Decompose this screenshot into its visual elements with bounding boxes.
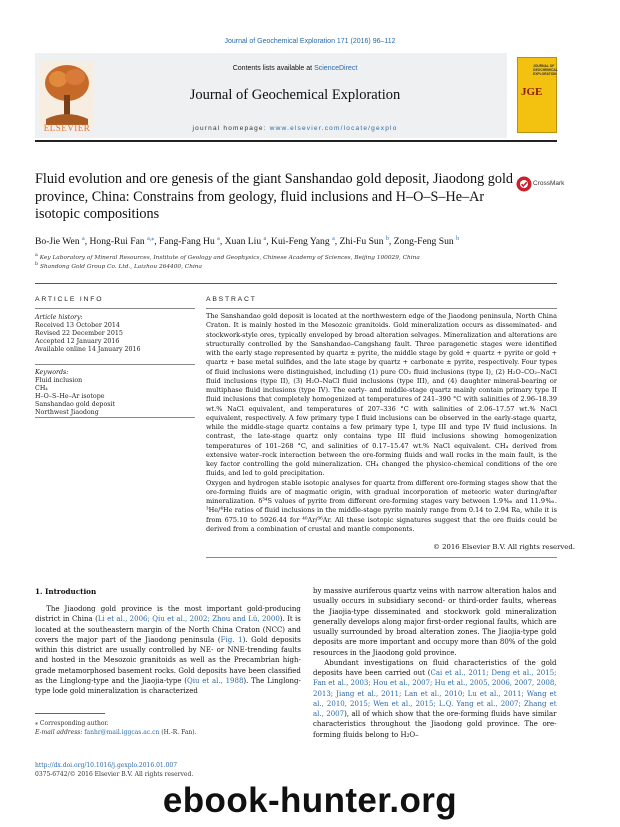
affiliation-a bbox=[35, 253, 420, 261]
issn-line: 0375-6742/© 2016 Elsevier B.V. All rights reserved. bbox=[35, 771, 194, 778]
article-info-heading: ARTICLE INFO bbox=[35, 296, 104, 303]
body-text: ). It is located at the southeastern margin of the North China Craton (NCC) and covers the major part of the Jiaodong peninsula ( bbox=[35, 614, 301, 644]
abstract-paragraph: The Sanshandao gold deposit is located at the northwestern edge of the Jiaodong peninsula, North China Craton. It is mainly hosted in the Mesozoic granitoids. Gold mineralization occurs as disseminated- and stockwork-style ores, typically enveloped by broad alteration selvages. Mineralization and alterations are structurally controlled by the Sanshandao–Cangshang fault. Three paragenetic stages were identified with the early stage represented by quartz ± pyrite, the middle stage by gold + quartz + pyrite or gold + quartz + base metal sulfides, and the late stage by quartz + carbonate ± pyrite, respectively. Four types of fluid inclusions were distinguished, including (1) pure CO₂ fluid inclusions (type I), (2) H₂O–CO₂–NaCl fluid inclusions (type II), (3) H₂O–NaCl fluid inclusions (type III), and (4) daughter mineral-bearing or multiphase fluid inclusions (type IV). The early- and middle-stage quartz mainly contain primary type II fluid inclusions that completely homogenized at temperatures of 241–390 °C with salinities of 2.96–18.39 wt.% NaCl equivalent, and temperatures of 207–336 °C with salinities of 2.06–17.57 wt.% NaCl equivalent, respectively. A few primary type I fluid inclusions can be observed in the early-stage quartz, while the middle-stage quartz contains a few primary type I, type III and type IV fluid inclusions. In contrast, the late-stage quartz only contains type III fluid inclusions showing homogenization temperatures of 101–268 °C, and salinities of 0.17–15.47 wt.% NaCl equivalent. CH₄ derived from extensive water–rock interaction between the ore-forming fluids and wall rocks in the main fault, is the key factor controlling the gold mineralization. CH₄ changed the physico-chemical conditions of the ore fluids, and led to gold precipitation. bbox=[206, 312, 557, 478]
author-name: Fang-Fang Hu bbox=[159, 236, 215, 248]
history-accepted: Accepted 12 January 2016 bbox=[35, 338, 120, 346]
abstract-body bbox=[206, 312, 557, 534]
section-heading-introduction: 1. Introduction bbox=[35, 587, 97, 596]
sciencedirect-link[interactable]: ScienceDirect bbox=[314, 65, 358, 72]
intro-right-column bbox=[313, 586, 557, 740]
affiliation-label: a bbox=[35, 253, 38, 258]
abstract-paragraph: Oxygen and hydrogen stable isotopic analyses for quartz from different ore-forming stages show that the ore-forming fluids are of magmatic origin, with gradual incorporation of meteoric water during/after mineralization. δ³⁴S values of pyrite from different ore-forming stages vary between 1.9‰ and 11.9‰. ³He/⁴He ratios of fluid inclusions in the middle-stage pyrite mainly range from 0.14 to 2.94 Ra, while it is from 675.10 to 5926.44 for ⁴⁰Ar/³⁶Ar. All these isotopic signatures suggest that the ore fluids could be derived from a combination of crustal and mantle components. bbox=[206, 478, 557, 533]
author-affiliation-mark[interactable]: a bbox=[82, 236, 85, 242]
history-revised: Revised 22 December 2015 bbox=[35, 330, 123, 338]
body-text: ). The Linglong-type lode gold mineralization is characterized bbox=[35, 675, 301, 695]
citation-link[interactable]: Li et al., 2006; Qiu et al., 2002; Zhou and Lü, 2000 bbox=[97, 614, 280, 624]
intro-paragraph: by massive auriferous quartz veins with narrow alteration halos and usually occurs in subsidiary second- or third-order faults, whereas the Jiaojia-type disseminated and stockwork gold mineralization generally develops along major first-order regional faults, which are usually surrounded by broad alteration zones. The Jiaojia-type gold deposits are more important and occupy more than 80% of the gold resources in the Jiaodong gold province. bbox=[313, 586, 557, 657]
author-name: Xuan Liu bbox=[224, 236, 262, 248]
keyword: Northwest Jiaodong bbox=[35, 409, 99, 417]
homepage-prefix: journal homepage: bbox=[192, 125, 267, 132]
keyword: Fluid inclusion bbox=[35, 377, 83, 385]
article-info-divider bbox=[35, 364, 195, 365]
affiliation-text: Shandong Gold Group Co. Ltd., Laizhou 264400, China bbox=[39, 263, 202, 270]
history-label: Article history: bbox=[35, 314, 83, 321]
keywords bbox=[35, 369, 195, 418]
cover-abbrev: JGE bbox=[521, 86, 543, 98]
article-info-rule bbox=[35, 308, 195, 309]
body-text: ), all of which show that the ore-forming fluids have similar characteristics throughout the Jiaodong gold province. The ore-forming fluids belong to H₂O– bbox=[313, 709, 557, 739]
email-link[interactable]: fanhr@mail.iggcas.ac.cn bbox=[84, 729, 160, 736]
footnote-rule bbox=[35, 713, 105, 714]
contents-prefix: Contents lists available at bbox=[232, 65, 313, 72]
article-info-bottom-rule bbox=[35, 417, 195, 418]
corresponding-author-note: ⁎ Corresponding author. bbox=[35, 720, 109, 727]
keywords-label: Keywords: bbox=[35, 369, 69, 376]
elsevier-tree-logo bbox=[40, 58, 94, 130]
author-affiliation-mark[interactable]: b bbox=[456, 236, 460, 242]
crossmark-icon[interactable] bbox=[516, 176, 532, 192]
affiliation-label: b bbox=[35, 262, 39, 267]
affiliation-b bbox=[35, 262, 202, 270]
intro-left-column bbox=[35, 604, 301, 696]
email-note bbox=[35, 729, 197, 736]
author-affiliation-mark[interactable]: a bbox=[217, 236, 220, 242]
author-name: Bo-Jie Wen bbox=[35, 236, 80, 248]
journal-homepage bbox=[110, 125, 480, 132]
author-list: Bo-Jie Wen $^a$, Hong-Rui Fan $^{a,⁎}$, Fang-Fang Hu $^a$, Xuan Liu $^a$, Kui-Feng Yang $^a$, Zhi-Fu Sun $^b$, Zong-Feng Sun $^b$ bbox=[35, 236, 460, 248]
abstract-bottom-rule bbox=[206, 557, 557, 558]
history-online: Available online 14 January 2016 bbox=[35, 346, 141, 354]
watermark: ebook-hunter.org bbox=[162, 781, 458, 820]
elsevier-wordmark: ELSEVIER bbox=[43, 123, 91, 133]
email-label: E-mail address: bbox=[35, 729, 83, 736]
section-rule bbox=[35, 283, 557, 284]
author-name: Zong-Feng Sun bbox=[393, 236, 454, 248]
citation-link[interactable]: Qiu et al., 1988 bbox=[186, 675, 244, 685]
citation-link[interactable]: Cai et al., 2011; Deng et al., 2015; Fan et al., 2003; Hou et al., 2007; Hu et al., 2005, 2006, 2007, 2008, 2013; Jiang et al., 2011; Lan et al., 2010; Lu et al., 2011; Wang et al., 2010, 2015; Wen et al., 2015; L.Q. Yang et al., 2007; Zhang et al., 2007 bbox=[313, 668, 557, 718]
author-name: Hong-Rui Fan bbox=[89, 236, 145, 248]
author-name: Zhi-Fu Sun bbox=[339, 236, 384, 248]
crossmark-label[interactable]: CrossMark bbox=[533, 180, 565, 187]
body-text: Abundant investigations on fluid characteristics of the gold deposits have been carried out ( bbox=[313, 657, 557, 677]
abstract-heading: ABSTRACT bbox=[206, 296, 257, 303]
affiliation-text: Key Laboratory of Mineral Resources, Institute of Geology and Geophysics, Chinese Academy of Sciences, Beijing 100029, China bbox=[39, 254, 420, 261]
author-affiliation-mark[interactable]: a,⁎ bbox=[147, 236, 155, 242]
copyright-notice: © 2016 Elsevier B.V. All rights reserved. bbox=[433, 543, 575, 551]
header-rule bbox=[35, 140, 557, 142]
author-affiliation-mark[interactable]: a bbox=[263, 236, 267, 242]
intro-paragraph bbox=[313, 658, 557, 740]
citation-link[interactable]: Fig. 1 bbox=[220, 634, 243, 644]
running-header: Journal of Geochemical Exploration 171 (2016) 96–112 bbox=[224, 38, 396, 45]
body-text: ). Gold deposits within this district are usually controlled by NE- or NNE-trending faults and hosted in the Mesozoic granitoids as well as the Precambrian high-grade metamorphosed basement rocks. Gold deposits have been classified as the Linglong-type and the Jiaojia-type ( bbox=[35, 634, 301, 685]
body-text: The Jiaodong gold province is the most important gold-producing district in China ( bbox=[35, 604, 301, 624]
cover-title: JOURNAL OF GEOCHEMICAL EXPLORATION bbox=[533, 64, 558, 76]
keyword: Sanshandao gold deposit bbox=[35, 401, 116, 409]
article-history bbox=[35, 314, 195, 354]
keyword: CH₄ bbox=[35, 385, 48, 393]
keyword: H–O–S–He–Ar isotope bbox=[35, 393, 105, 401]
abstract-rule bbox=[206, 308, 557, 309]
contents-available-line bbox=[110, 65, 480, 72]
homepage-link[interactable]: www.elsevier.com/locate/gexplo bbox=[269, 125, 398, 132]
author-name: Kui-Feng Yang bbox=[271, 236, 330, 248]
journal-name: Journal of Geochemical Exploration bbox=[189, 87, 401, 103]
history-received: Received 13 October 2014 bbox=[35, 322, 120, 330]
author-affiliation-mark[interactable]: a bbox=[332, 236, 335, 242]
journal-cover-thumbnail[interactable] bbox=[517, 57, 557, 133]
author-affiliation-mark[interactable]: b bbox=[385, 236, 389, 242]
email-suffix: (H.-R. Fan). bbox=[161, 729, 197, 736]
doi-link[interactable]: http://dx.doi.org/10.1016/j.gexplo.2016.01.007 bbox=[35, 762, 178, 769]
article-title: Fluid evolution and ore genesis of the giant Sanshandao gold deposit, Jiaodong gold province, China: Constrains from geology, fluid inclusions and H–O–S–He–Ar isotopic compositions bbox=[35, 171, 513, 222]
